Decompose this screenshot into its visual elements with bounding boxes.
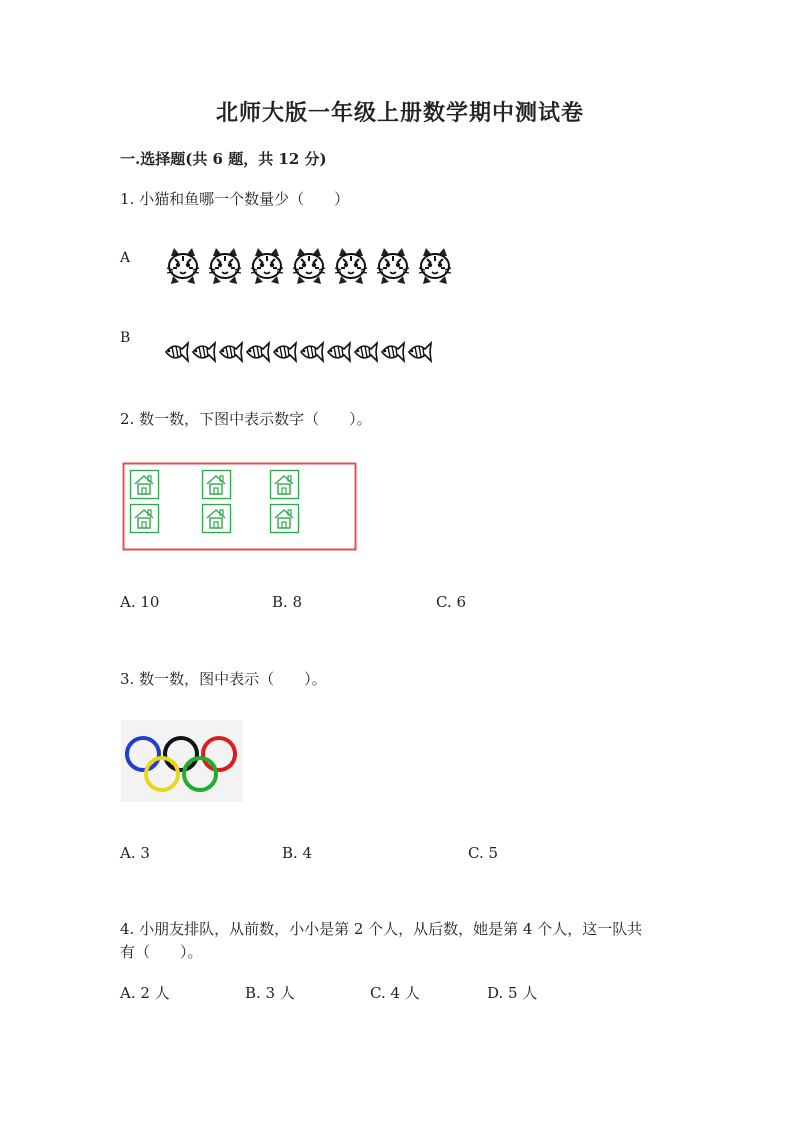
section-heading: 一.选择题(共 6 题，共 12 分) bbox=[120, 150, 327, 168]
question-4-line-2: 有（ ）。 bbox=[120, 943, 203, 961]
image-background bbox=[121, 720, 243, 802]
cat-icon bbox=[419, 248, 451, 284]
fish-icon bbox=[274, 343, 296, 361]
q2-option-c[interactable]: C. 6 bbox=[436, 593, 467, 611]
fish-icon bbox=[301, 343, 323, 361]
q4-option-c[interactable]: C. 4 人 bbox=[370, 984, 420, 1002]
cat-icon bbox=[293, 248, 325, 284]
q3-option-a[interactable]: A. 3 bbox=[120, 844, 150, 862]
question-1-text: 1. 小猫和鱼哪一个数量少（ ） bbox=[120, 190, 350, 208]
option-a-label: A bbox=[120, 250, 131, 266]
house-icon bbox=[131, 471, 159, 499]
house-icon bbox=[131, 505, 159, 533]
question-3-text: 3. 数一数，图中表示（ ）。 bbox=[120, 670, 327, 688]
q2-option-a[interactable]: A. 10 bbox=[120, 593, 160, 611]
q4-option-a[interactable]: A. 2 人 bbox=[120, 984, 170, 1002]
cat-icon bbox=[251, 248, 283, 284]
q3-option-c[interactable]: C. 5 bbox=[468, 844, 499, 862]
olympic-rings-image bbox=[121, 720, 243, 802]
q4-option-d[interactable]: D. 5 人 bbox=[487, 984, 538, 1002]
fish-icon bbox=[382, 343, 404, 361]
q2-option-b[interactable]: B. 8 bbox=[272, 593, 303, 611]
q3-option-b[interactable]: B. 4 bbox=[282, 844, 313, 862]
house-icon bbox=[271, 505, 299, 533]
houses-box bbox=[122, 462, 358, 552]
fish-icon bbox=[220, 343, 242, 361]
fish-icon bbox=[166, 343, 188, 361]
house-icon bbox=[271, 471, 299, 499]
fish-icon bbox=[328, 343, 350, 361]
cat-icon bbox=[209, 248, 241, 284]
house-icon bbox=[203, 471, 231, 499]
fish-icon bbox=[355, 343, 377, 361]
fish-icon bbox=[409, 343, 431, 361]
cats-row bbox=[162, 244, 468, 286]
cat-icon bbox=[335, 248, 367, 284]
fish-row bbox=[162, 338, 442, 366]
page-title: 北师大版一年级上册数学期中测试卷 bbox=[215, 100, 584, 126]
question-4-line-1: 4. 小朋友排队，从前数，小小是第 2 个人，从后数，她是第 4 个人，这一队共 bbox=[120, 920, 643, 938]
cat-icon bbox=[167, 248, 199, 284]
fish-icon bbox=[247, 343, 269, 361]
option-b-label: B bbox=[120, 330, 131, 346]
question-2-text: 2. 数一数，下图中表示数字（ ）。 bbox=[120, 410, 372, 428]
house-icon bbox=[203, 505, 231, 533]
q4-option-b[interactable]: B. 3 人 bbox=[245, 984, 295, 1002]
cat-icon bbox=[377, 248, 409, 284]
fish-icon bbox=[193, 343, 215, 361]
